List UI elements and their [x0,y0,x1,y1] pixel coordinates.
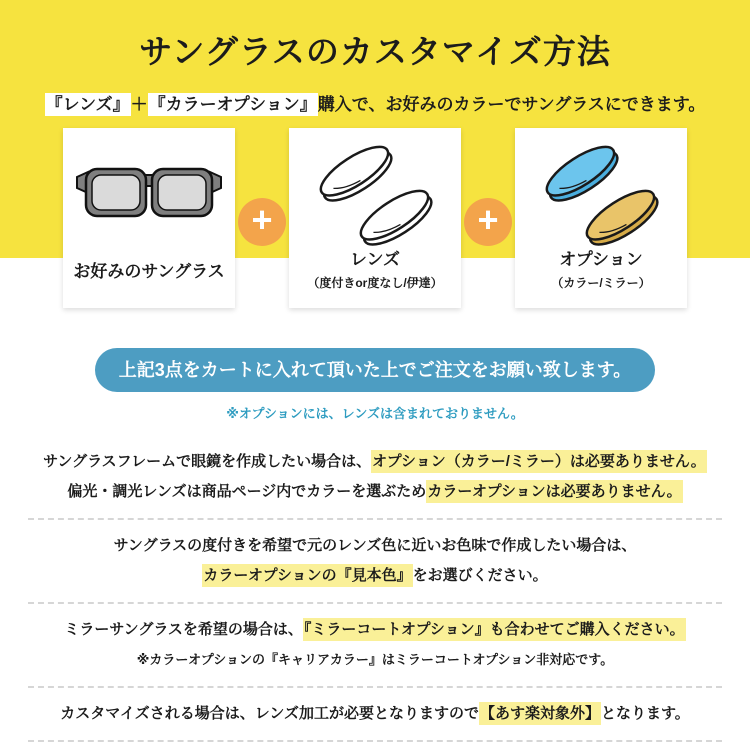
text-run: カスタマイズされる場合は、レンズ加工が必要となりますので [60,705,479,722]
clear-lenses-icon [289,128,461,250]
steps-row [0,128,750,308]
info-section [0,348,750,742]
step-card-option [515,128,687,308]
subtitle [0,90,750,115]
step-card-option-label: オプション [559,250,643,269]
cart-instruction-banner: 上記3点をカートに入れて頂いた上でご注文をお願い致します。 [95,348,655,392]
highlighted-text-run: カラーオプションの『見本色』 [202,564,412,587]
info-line [20,477,730,507]
step-card-lens-sublabel: （度付きor度なし/伊達） [307,276,443,290]
step-card-option-sublabel: （カラー/ミラー） [551,276,651,290]
info-paragraph-mirror [0,604,750,686]
info-paragraph-sample-color [0,520,750,602]
info-paragraph-asuraku [0,688,750,740]
notes-list [0,436,750,742]
subtitle-run-lens: 『レンズ』 [45,95,130,114]
dashed-divider [28,740,722,742]
info-line-small [20,645,730,675]
highlighted-text-run: カラーオプションは必要ありません。 [426,480,682,503]
step-card-frame-label: お好みのサングラス [73,262,225,281]
step-card-lens [289,128,461,308]
step-card-lens-label: レンズ [349,250,401,269]
plus-icon: + [464,198,512,246]
info-line [20,561,730,591]
text-run: 偏光・調光レンズは商品ページ内でカラーを選ぶため [67,483,427,500]
text-run: をお選びください。 [412,567,548,584]
highlighted-text-run: 【あす楽対象外】 [479,702,601,725]
color-lenses-icon [515,128,687,250]
text-run: サングラスの度付きを希望で元のレンズ色に近いお色味で作成したい場合は、 [113,537,637,554]
option-exclusion-note: ※オプションには、レンズは含まれておりません。 [226,406,524,421]
text-run: ※カラーオプションの『キャリアカラー』はミラーコートオプション非対応です。 [136,652,614,667]
highlighted-text-run: オプション（カラー/ミラー）は必要ありません。 [371,450,707,473]
subtitle-run-plus: ＋ [130,95,148,114]
step-card-frame [63,128,235,308]
text-run: となります。 [600,705,690,722]
highlighted-text-run: 『ミラーコートオプション』も合わせてご購入ください。 [303,618,686,641]
info-line [20,531,730,561]
sunglasses-icon [63,128,235,250]
info-line [20,699,730,729]
text-run: ミラーサングラスを希望の場合は、 [64,621,303,638]
info-line [20,447,730,477]
page-title: サングラスのカスタマイズ方法 [139,33,611,70]
info-paragraph-frame-only [0,436,750,518]
subtitle-run-coloroption: 『カラーオプション』 [148,95,317,114]
subtitle-run-rest: 購入で、お好みのカラーでサングラスにできます。 [317,95,706,114]
text-run: サングラスフレームで眼鏡を作成したい場合は、 [43,453,372,470]
plus-icon: + [238,198,286,246]
info-line [20,615,730,645]
